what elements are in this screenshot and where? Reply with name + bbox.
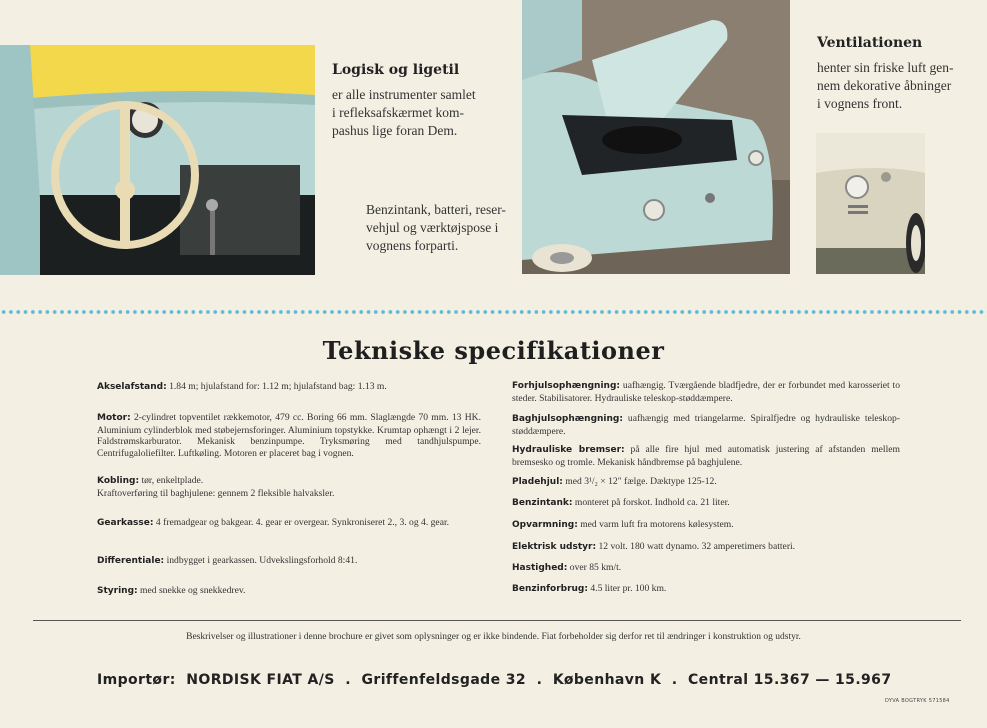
caption-ventilation-line: henter sin friske luft gen-: [817, 60, 954, 75]
spec-forhjulsophaengning: [512, 380, 900, 404]
caption-interior-text: [332, 86, 480, 140]
importer-line: Importør: NORDISK FIAT A/S . Griffenfeldsgade 32 . København K . Central 15.367 — 15.967: [97, 672, 892, 688]
spec-text: monteret på forskot. Indhold ca. 21 liter.: [574, 497, 730, 508]
caption-ventilation-title: Ventilationen: [817, 35, 923, 51]
spec-hastighed: [512, 562, 900, 575]
spec-label: Akselafstand:: [97, 382, 167, 392]
spec-label: Benzinforbrug:: [512, 584, 588, 594]
spec-akselafstand: [97, 381, 477, 394]
spec-baghjulsophaengning: [512, 413, 900, 437]
spec-label: Differentiale:: [97, 556, 165, 566]
caption-engine-line: vehjul og værktøjspose i: [366, 220, 499, 235]
spec-label: Benzintank:: [512, 498, 573, 508]
spec-label: Hastighed:: [512, 563, 568, 573]
caption-interior-line: er alle instrumenter samlet: [332, 87, 476, 102]
spec-label: Forhjulsophængning:: [512, 381, 620, 391]
spec-benzintank: [512, 497, 900, 510]
caption-engine-line: vognens forparti.: [366, 238, 459, 253]
spec-text-extra: Kraftoverføring til baghjulene: gennem 2 fleksible halvaksler.: [97, 487, 335, 499]
spec-pladehjul: [512, 476, 900, 489]
spec-opvarmning: [512, 519, 900, 532]
spec-text: 2-cylindret topventilet rækkemotor, 479 cc. Boring 66 mm. Slaglængde 70 mm. 13 HK. Aluminium cylinderblok med støbejernsforinger. Aluminium topstykke. Krumtap ophængt i 2 lejer. Faldstrømskarburator. Mekanisk benzinpumpe. Tryksmøring med tandhjulspumpe. Centrifugaloliefilter. Luftkøling. Motoren er placeret bag i vognen.: [97, 412, 481, 459]
spec-label: Motor:: [97, 413, 131, 423]
photo-front-vents: [816, 133, 925, 274]
caption-interior-line: pashus lige foran Dem.: [332, 123, 458, 138]
spec-text: 12 volt. 180 watt dynamo. 32 amperetimers batteri.: [598, 541, 796, 552]
spec-text: med varm luft fra motorens kølesystem.: [580, 519, 734, 530]
spec-label: Pladehjul:: [512, 477, 563, 487]
spec-text: over 85 km/t.: [569, 562, 622, 573]
spec-text: uafhængig med triangelarme. Spiralfjedre og hydrauliske teleskop-støddæmpere.: [512, 413, 900, 437]
spec-label: Kobling:: [97, 476, 140, 486]
caption-engine-text: [366, 201, 512, 255]
spec-kobling: [97, 475, 481, 499]
caption-ventilation-line: i vognens front.: [817, 96, 903, 111]
spec-text: 1.84 m; hjulafstand for: 1.12 m; hjulafstand bag: 1.13 m.: [169, 381, 387, 392]
spec-gearkasse: [97, 517, 481, 530]
spec-label: Styring:: [97, 586, 138, 596]
page-title: Tekniske specifikationer: [322, 336, 665, 365]
footer-rule: [33, 620, 961, 621]
caption-engine-line: Benzintank, batteri, reser-: [366, 202, 506, 217]
caption-ventilation-line: nem dekorative åbninger: [817, 78, 952, 93]
spec-text: 4 fremadgear og bakgear. 4. gear er overgear. Synkroniseret 2., 3. og 4. gear.: [155, 517, 450, 528]
caption-ventilation-text: [817, 59, 963, 113]
spec-label: Gearkasse:: [97, 518, 154, 528]
caption-interior-line: i refleksafskærmet kom-: [332, 105, 464, 120]
spec-text: uafhængig. Tværgående bladfjedre, der er forbundet med karosseriet to steder. Stabilisatorer. Hydrauliske teleskop-støddæmpere.: [512, 380, 900, 404]
photo-interior-dashboard: [0, 45, 315, 275]
disclaimer: Beskrivelser og illustrationer i denne brochure er givet som oplysninger og er ikke bindende. Fiat forbeholder sig derfor ret til ændringer i konstruktion og udstyr.: [186, 632, 801, 642]
spec-text: med 3¹/₂ × 12" fælge. Dæktype 125-12.: [565, 476, 717, 487]
spec-hydrauliske-bremser: [512, 444, 900, 468]
spec-differentiale: [97, 555, 481, 568]
spec-text: indbygget i gearkassen. Udvekslingsforhold 8:41.: [166, 555, 358, 566]
spec-label: Baghjulsophængning:: [512, 414, 623, 424]
spec-motor: [97, 412, 481, 459]
spec-label: Hydrauliske bremser:: [512, 445, 625, 455]
printer-mark: DYVA BOGTRYK 571584: [885, 698, 950, 704]
caption-interior-title: Logisk og ligetil: [332, 62, 460, 78]
dotted-divider: [0, 309, 987, 315]
photo-front-trunk: [522, 0, 790, 274]
spec-styring: [97, 585, 481, 598]
spec-label: Elektrisk udstyr:: [512, 542, 597, 552]
spec-text: på alle fire hjul med automatisk justering af afstanden mellem bremsesko og tromle. Mekanisk håndbremse på baghjulene.: [512, 444, 900, 468]
spec-text: med snekke og snekkedrev.: [140, 585, 246, 596]
spec-label: Opvarmning:: [512, 520, 578, 530]
spec-text: 4.5 liter pr. 100 km.: [590, 583, 667, 594]
spec-benzinforbrug: [512, 583, 900, 596]
spec-elektrisk-udstyr: [512, 541, 900, 554]
spec-text: tør, enkeltplade.: [141, 475, 204, 486]
